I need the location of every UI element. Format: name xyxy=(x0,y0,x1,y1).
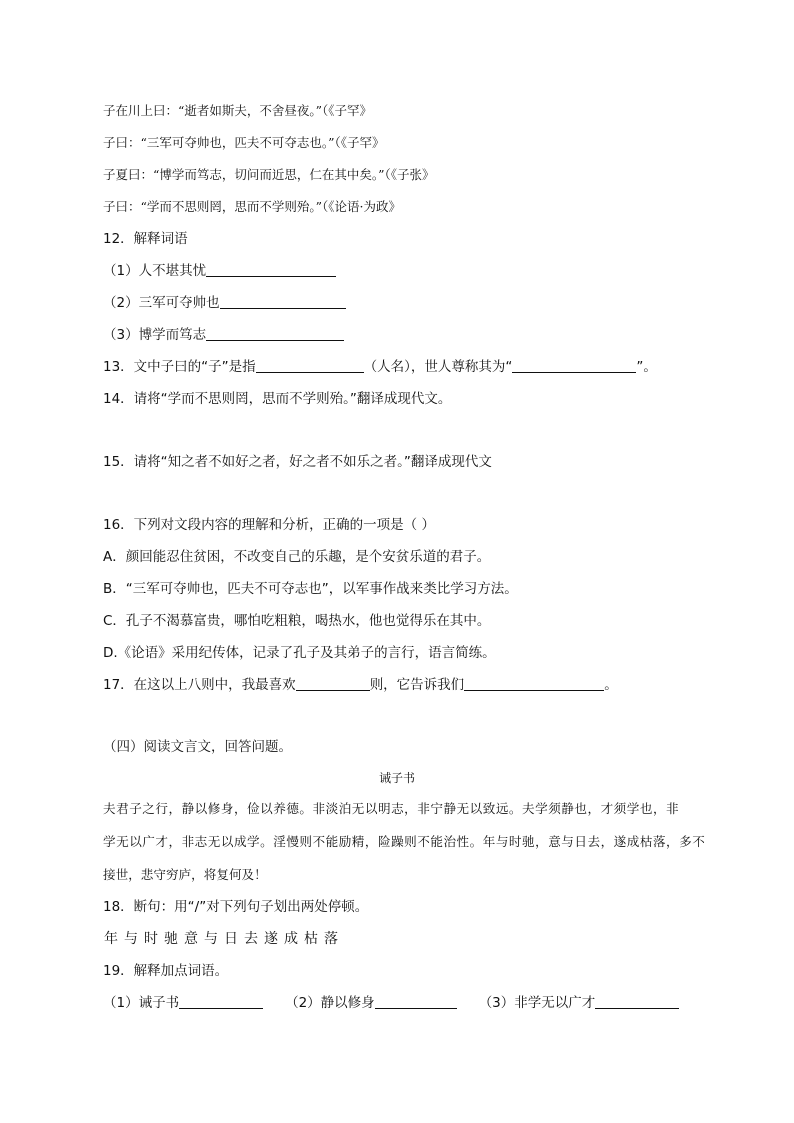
answer-blank[interactable] xyxy=(464,676,604,691)
answer-blank[interactable] xyxy=(206,262,336,277)
q13-text-2: （人名），世人尊称其为“ xyxy=(363,359,513,375)
quote-line: 子夏曰：“博学而笃志，切问而近思，仁在其中矣。”（《子张》 xyxy=(103,167,435,182)
question-12-item xyxy=(103,326,344,344)
question-16-title: 16．下列对文段内容的理解和分析，正确的一项是（ ） xyxy=(103,517,435,533)
item-label: （1）人不堪其忧 xyxy=(103,263,207,279)
question-18-title: 18．断句：用“/”对下列句子划出两处停顿。 xyxy=(103,899,369,915)
answer-blank[interactable] xyxy=(206,326,344,341)
answer-blank[interactable] xyxy=(375,994,457,1009)
passage-line: 接世，悲守穷庐，将复何及！ xyxy=(103,867,267,882)
option-a: A．颜回能忍住贫困，不改变自己的乐趣，是个安贫乐道的君子。 xyxy=(103,549,491,565)
question-14: 14．请将“学而不思则罔，思而不学则殆。”翻译成现代文。 xyxy=(103,391,452,407)
answer-blank[interactable] xyxy=(220,294,346,309)
answer-blank[interactable] xyxy=(595,994,679,1009)
passage-line: 夫君子之行，静以修身，俭以养德。非淡泊无以明志，非宁静无以致远。夫学须静也，才须学也，非 xyxy=(103,801,680,816)
passage-line: 学无以广才，非志无以成学。淫慢则不能励精，险躁则不能治性。年与时驰，意与日去，遂成枯落，多不 xyxy=(103,834,706,849)
item-label: （1）诫子书 xyxy=(103,995,180,1011)
question-12-title: 12．解释词语 xyxy=(103,231,188,247)
answer-blank[interactable] xyxy=(296,676,370,691)
option-b: B．“三军可夺帅也，匹夫不可夺志也”，以军事作战来类比学习方法。 xyxy=(103,581,518,597)
item-label: （2）三军可夺帅也 xyxy=(103,295,220,311)
q13-text-3: ”。 xyxy=(636,359,657,375)
quote-line: 子曰：“三军可夺帅也，匹夫不可夺志也。”（《子罕》 xyxy=(103,135,385,150)
item-label: （3）非学无以广才 xyxy=(478,995,596,1011)
question-17 xyxy=(103,676,618,694)
question-12-item xyxy=(103,262,336,280)
quote-line: 子曰：“学而不思则罔，思而不学则殆。”（《论语·为政》 xyxy=(103,199,402,214)
item-label: （2）静以修身 xyxy=(285,995,375,1011)
q17-text-3: 。 xyxy=(604,677,618,693)
question-19-items xyxy=(103,994,679,1012)
option-c: C．孔子不渴慕富贵，哪怕吃粗粮，喝热水，他也觉得乐在其中。 xyxy=(103,613,491,629)
punctuation-sentence: 年与时驰意与日去遂成枯落 xyxy=(104,931,344,947)
option-d: D.《论语》采用纪传体，记录了孔子及其弟子的言行，语言简练。 xyxy=(103,645,496,661)
question-19-title: 19．解释加点词语。 xyxy=(103,963,229,979)
q17-text-1: 17．在这以上八则中，我最喜欢 xyxy=(103,677,296,693)
answer-blank[interactable] xyxy=(179,994,263,1009)
item-label: （3）博学而笃志 xyxy=(103,327,207,343)
question-15: 15．请将“知之者不如好之者，好之者不如乐之者。”翻译成现代文 xyxy=(103,454,492,470)
q17-text-2: 则，它告诉我们 xyxy=(369,677,465,693)
question-12-item xyxy=(103,294,346,312)
quote-line: 子在川上曰：“逝者如斯夫，不舍昼夜。”（《子罕》 xyxy=(103,103,373,118)
section-4-heading: （四）阅读文言文，回答问题。 xyxy=(103,739,292,755)
passage-title: 诫子书 xyxy=(378,771,415,785)
question-13 xyxy=(103,358,657,376)
answer-blank[interactable] xyxy=(256,358,364,373)
q13-text-1: 13．文中子曰的“子”是指 xyxy=(103,359,256,375)
answer-blank[interactable] xyxy=(512,358,636,373)
